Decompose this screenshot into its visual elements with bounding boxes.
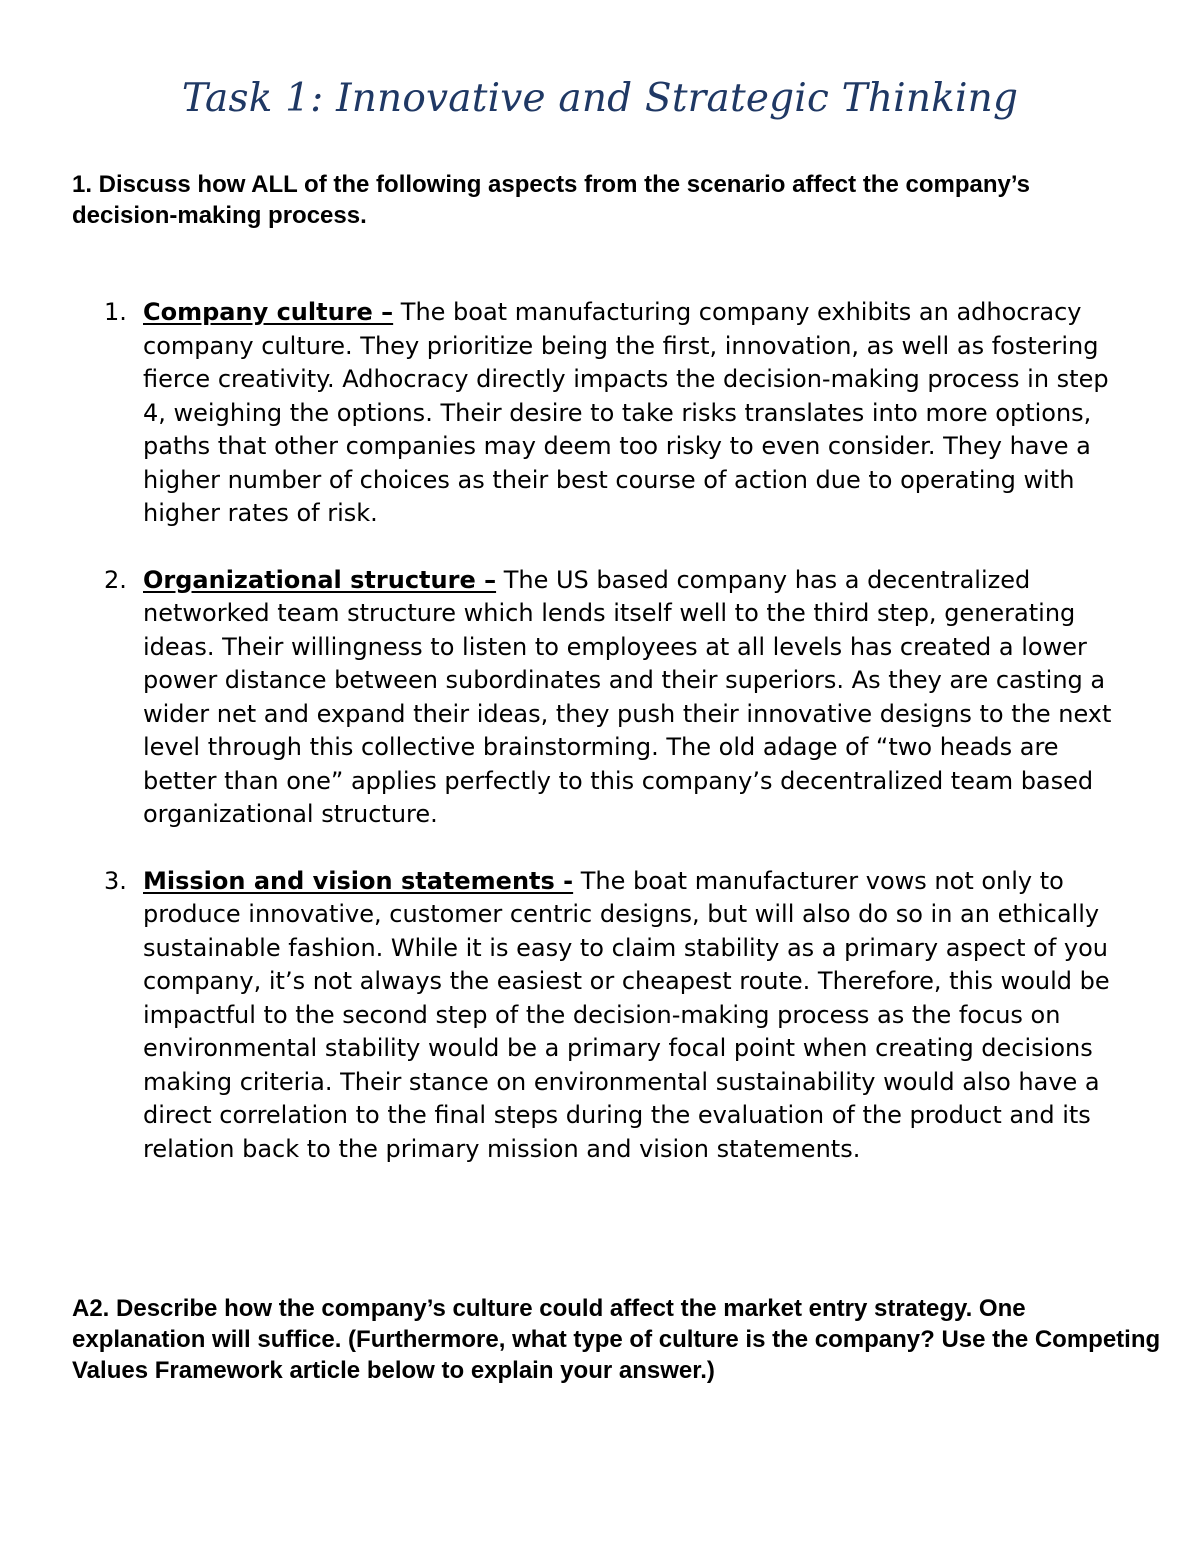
- list-item-heading: Mission and vision statements -: [143, 866, 574, 895]
- question-a2: A2. Describe how the company’s culture could affect the market entry strategy. One explanation will suffice. (Furthermore, what type of culture is the company? Use the Competing Values Framework article below to explain your answer.): [72, 1295, 1161, 1384]
- list-item-text: The boat manufacturer vows not only to produce innovative, customer centric designs, but will also do so in an ethically sustainable fashion. While it is easy to claim stability as a primary aspect of you company, it’s not always the easiest or cheapest route. Therefore, this would be impactful to the second step of the decision-making process as the focus on environmental stability would be a primary focal point when creating decisions making criteria. Their stance on environmental sustainability would also have a direct correlation to the final steps during the evaluation of the product and its relation back to the primary mission and vision statements.: [143, 866, 1110, 1163]
- list-item-text: The boat manufacturing company exhibits an adhocracy company culture. They prioritize being the first, innovation, as well as fostering fierce creativity. Adhocracy directly impacts the decision-making process in step 4, weighing the options. Their desire to take risks translates into more options, paths that other companies may deem too risky to even consider. They have a higher number of choices as their best course of action due to operating with higher rates of risk.: [143, 298, 1109, 527]
- list-item-company-culture: [0, 296, 1200, 531]
- list-item-number: 3.: [104, 866, 127, 895]
- list-item-organizational-structure: [0, 564, 1200, 832]
- page-title: Task 1: Innovative and Strategic Thinking: [181, 76, 1019, 121]
- list-item-number: 1.: [104, 298, 127, 326]
- list-item-number: 2.: [104, 565, 127, 594]
- list-item-heading: Organizational structure –: [143, 565, 497, 594]
- question-1: 1. Discuss how ALL of the following aspects from the scenario affect the company’s decision-making process.: [72, 171, 1030, 229]
- list-item-text: The US based company has a decentralized networked team structure which lends itself well to the third step, generating ideas. Their willingness to listen to employees at all levels has created a lower power distance between subordinates and their superiors. As they are casting a wider net and expand their ideas, they push their innovative designs to the next level through this collective brainstorming. The old adage of “two heads are better than one” applies perfectly to this company’s decentralized team based organizational structure.: [143, 565, 1112, 828]
- list-item-heading: Company culture –: [143, 298, 394, 326]
- list-item-mission-vision: [0, 865, 1200, 1167]
- answer-list: [0, 296, 1200, 1199]
